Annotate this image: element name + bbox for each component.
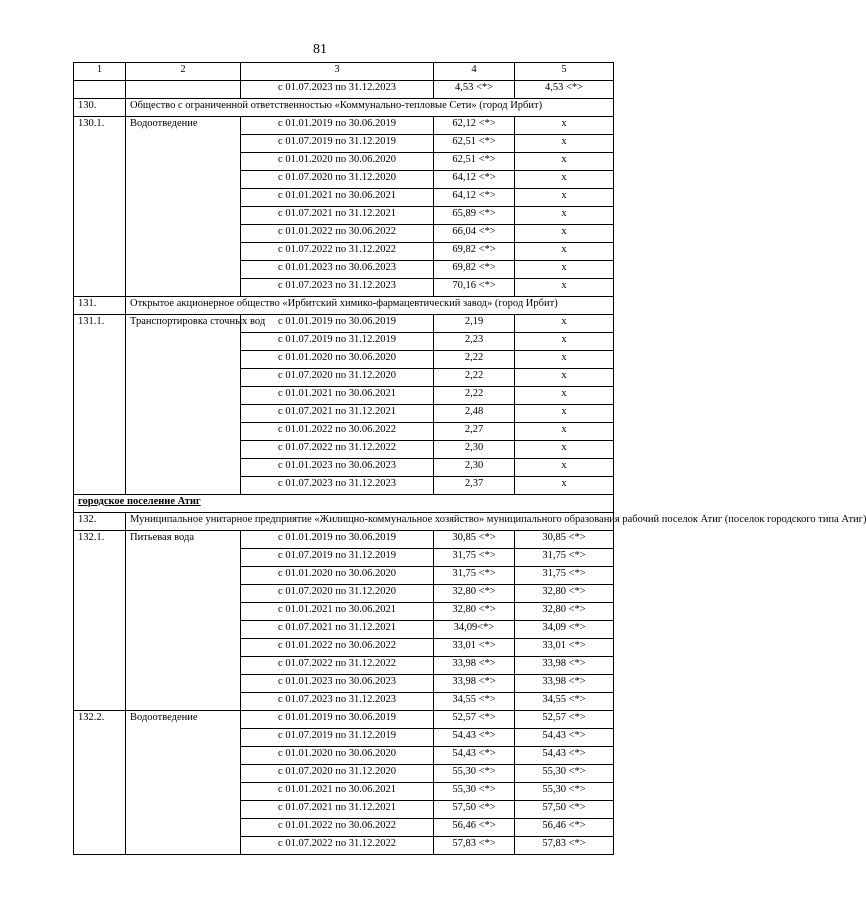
tariff-value-cell: 33,98 <*> [515,675,614,693]
tariff-value-cell: 69,82 <*> [434,261,515,279]
tariff-value-cell: 62,12 <*> [434,117,515,135]
service-number: 132.2. [74,711,126,855]
period-cell: с 01.01.2020 по 30.06.2020 [241,351,434,369]
table-header-row [74,63,614,81]
service-name: Питьевая вода [126,531,241,711]
organization-number: 131. [74,297,126,315]
organization-number: 132. [74,513,126,531]
tariff-value-cell: 55,30 <*> [434,783,515,801]
tariff-value-cell: 31,75 <*> [434,567,515,585]
tariff-value-cell: х [515,189,614,207]
period-cell: с 01.07.2020 по 31.12.2020 [241,171,434,189]
period-cell: с 01.01.2020 по 30.06.2020 [241,567,434,585]
table-row [74,711,614,729]
table-row [74,531,614,549]
tariff-value-cell: х [515,459,614,477]
period-cell: с 01.01.2023 по 30.06.2023 [241,459,434,477]
tariff-value-cell: х [515,207,614,225]
tariff-value-cell: х [515,423,614,441]
page-number: 81 [313,42,327,57]
period-cell: с 01.07.2023 по 31.12.2023 [241,477,434,495]
tariff-value-cell: 2,19 [434,315,515,333]
organization-row [74,99,614,117]
tariff-value-cell: 34,55 <*> [515,693,614,711]
tariff-value-cell: 33,98 <*> [515,657,614,675]
tariff-value-cell: 34,09<*> [434,621,515,639]
period-cell: с 01.01.2019 по 30.06.2019 [241,531,434,549]
tariff-value-cell: 2,22 [434,387,515,405]
settlement-heading: городское поселение Атиг [74,495,614,513]
tariff-value-cell: 62,51 <*> [434,135,515,153]
service-name: Водоотведение [126,117,241,297]
column-header: 1 [74,63,126,81]
tariff-value-cell: 30,85 <*> [515,531,614,549]
period-cell: с 01.01.2019 по 30.06.2019 [241,117,434,135]
empty-cell [74,81,126,99]
period-cell: с 01.01.2021 по 30.06.2021 [241,783,434,801]
period-cell: с 01.01.2021 по 30.06.2021 [241,603,434,621]
period-cell: с 01.07.2020 по 31.12.2020 [241,369,434,387]
tariff-value-cell: 2,22 [434,351,515,369]
period-cell: с 01.01.2019 по 30.06.2019 [241,315,434,333]
table-row [74,117,614,135]
service-number: 132.1. [74,531,126,711]
tariff-value-cell: х [515,225,614,243]
tariff-value-cell: 57,50 <*> [434,801,515,819]
period-cell: с 01.01.2022 по 30.06.2022 [241,225,434,243]
tariff-value-cell: 31,75 <*> [515,567,614,585]
table-row [74,315,614,333]
tariff-value-cell: 34,55 <*> [434,693,515,711]
organization-name: Муниципальное унитарное предприятие «Жилищно-коммунальное хозяйство» муниципального образования рабочий поселок Атиг (поселок городского типа Атиг) [126,513,614,531]
tariff-value-cell: х [515,333,614,351]
period-cell: с 01.01.2020 по 30.06.2020 [241,747,434,765]
column-header: 3 [241,63,434,81]
period-cell: с 01.07.2019 по 31.12.2019 [241,549,434,567]
tariff-value-cell: 55,30 <*> [434,765,515,783]
tariff-value-cell: 4,53 <*> [515,81,614,99]
service-number: 131.1. [74,315,126,495]
tariff-value-cell: 2,22 [434,369,515,387]
tariff-value-cell: 65,89 <*> [434,207,515,225]
tariff-value-cell: х [515,441,614,459]
tariff-value-cell: х [515,243,614,261]
tariff-value-cell: 32,80 <*> [434,603,515,621]
period-cell: с 01.01.2019 по 30.06.2019 [241,711,434,729]
period-cell: с 01.01.2020 по 30.06.2020 [241,153,434,171]
tariff-value-cell: х [515,369,614,387]
period-cell: с 01.07.2021 по 31.12.2021 [241,621,434,639]
organization-name: Открытое акционерное общество «Ирбитский химико-фармацевтический завод» (город Ирбит) [126,297,614,315]
tariff-value-cell: х [515,351,614,369]
tariff-value-cell: 32,80 <*> [515,585,614,603]
period-cell: с 01.07.2021 по 31.12.2021 [241,207,434,225]
tariff-value-cell: х [515,135,614,153]
tariff-value-cell: х [515,387,614,405]
tariff-value-cell: х [515,405,614,423]
period-cell: с 01.01.2021 по 30.06.2021 [241,189,434,207]
tariff-value-cell: 55,30 <*> [515,765,614,783]
tariff-value-cell: 33,98 <*> [434,657,515,675]
tariff-value-cell: 56,46 <*> [434,819,515,837]
tariff-value-cell: 70,16 <*> [434,279,515,297]
tariff-value-cell: х [515,261,614,279]
period-cell: с 01.07.2023 по 31.12.2023 [241,81,434,99]
period-cell: с 01.07.2019 по 31.12.2019 [241,333,434,351]
tariff-value-cell: х [515,117,614,135]
tariff-value-cell: 33,01 <*> [515,639,614,657]
tariff-value-cell: х [515,153,614,171]
service-name: Водоотведение [126,711,241,855]
organization-row [74,513,614,531]
period-cell: с 01.01.2023 по 30.06.2023 [241,675,434,693]
tariff-value-cell: 69,82 <*> [434,243,515,261]
tariff-table [73,62,866,855]
column-header: 2 [126,63,241,81]
period-cell: с 01.07.2023 по 31.12.2023 [241,279,434,297]
tariff-value-cell: 66,04 <*> [434,225,515,243]
tariff-value-cell: 2,30 [434,459,515,477]
settlement-row [74,495,614,513]
tariff-value-cell: 34,09 <*> [515,621,614,639]
tariff-value-cell: 31,75 <*> [515,549,614,567]
period-cell: с 01.07.2022 по 31.12.2022 [241,657,434,675]
period-cell: с 01.07.2022 по 31.12.2022 [241,243,434,261]
tariff-value-cell: 54,43 <*> [434,729,515,747]
tariff-value-cell: х [515,477,614,495]
tariff-value-cell: 56,46 <*> [515,819,614,837]
tariff-value-cell: 2,30 [434,441,515,459]
period-cell: с 01.07.2022 по 31.12.2022 [241,441,434,459]
tariff-value-cell: 33,01 <*> [434,639,515,657]
period-cell: с 01.01.2023 по 30.06.2023 [241,261,434,279]
tariff-value-cell: 64,12 <*> [434,171,515,189]
tariff-value-cell: 31,75 <*> [434,549,515,567]
tariff-value-cell: 57,83 <*> [434,837,515,855]
organization-number: 130. [74,99,126,117]
table-row [74,81,614,99]
period-cell: с 01.07.2021 по 31.12.2021 [241,405,434,423]
tariff-value-cell: 57,83 <*> [515,837,614,855]
period-cell: с 01.01.2022 по 30.06.2022 [241,639,434,657]
tariff-value-cell: 54,43 <*> [515,747,614,765]
column-header: 5 [515,63,614,81]
service-name: Транспортировка сточных вод [126,315,241,495]
tariff-value-cell: 2,27 [434,423,515,441]
service-number: 130.1. [74,117,126,297]
period-cell: с 01.01.2022 по 30.06.2022 [241,423,434,441]
tariff-table-body [74,63,866,855]
organization-name: Общество с ограниченной ответственностью «Коммунально-тепловые Сети» (город Ирбит) [126,99,614,117]
period-cell: с 01.07.2021 по 31.12.2021 [241,801,434,819]
period-cell: с 01.07.2020 по 31.12.2020 [241,765,434,783]
column-header: 4 [434,63,515,81]
tariff-value-cell: х [515,315,614,333]
tariff-value-cell: 52,57 <*> [515,711,614,729]
tariff-value-cell: 55,30 <*> [515,783,614,801]
organization-row [74,297,614,315]
period-cell: с 01.01.2022 по 30.06.2022 [241,819,434,837]
tariff-value-cell: 32,80 <*> [434,585,515,603]
tariff-value-cell: 4,53 <*> [434,81,515,99]
tariff-value-cell: 57,50 <*> [515,801,614,819]
tariff-value-cell: 33,98 <*> [434,675,515,693]
tariff-value-cell: х [515,279,614,297]
tariff-value-cell: 54,43 <*> [434,747,515,765]
tariff-value-cell: 2,23 [434,333,515,351]
period-cell: с 01.07.2019 по 31.12.2019 [241,729,434,747]
tariff-value-cell: 2,48 [434,405,515,423]
tariff-value-cell: 30,85 <*> [434,531,515,549]
tariff-value-cell: 64,12 <*> [434,189,515,207]
period-cell: с 01.07.2022 по 31.12.2022 [241,837,434,855]
period-cell: с 01.07.2020 по 31.12.2020 [241,585,434,603]
tariff-value-cell: 52,57 <*> [434,711,515,729]
empty-cell [126,81,241,99]
period-cell: с 01.07.2019 по 31.12.2019 [241,135,434,153]
tariff-value-cell: 32,80 <*> [515,603,614,621]
tariff-value-cell: 62,51 <*> [434,153,515,171]
tariff-value-cell: 54,43 <*> [515,729,614,747]
period-cell: с 01.01.2021 по 30.06.2021 [241,387,434,405]
tariff-value-cell: х [515,171,614,189]
tariff-value-cell: 2,37 [434,477,515,495]
period-cell: с 01.07.2023 по 31.12.2023 [241,693,434,711]
